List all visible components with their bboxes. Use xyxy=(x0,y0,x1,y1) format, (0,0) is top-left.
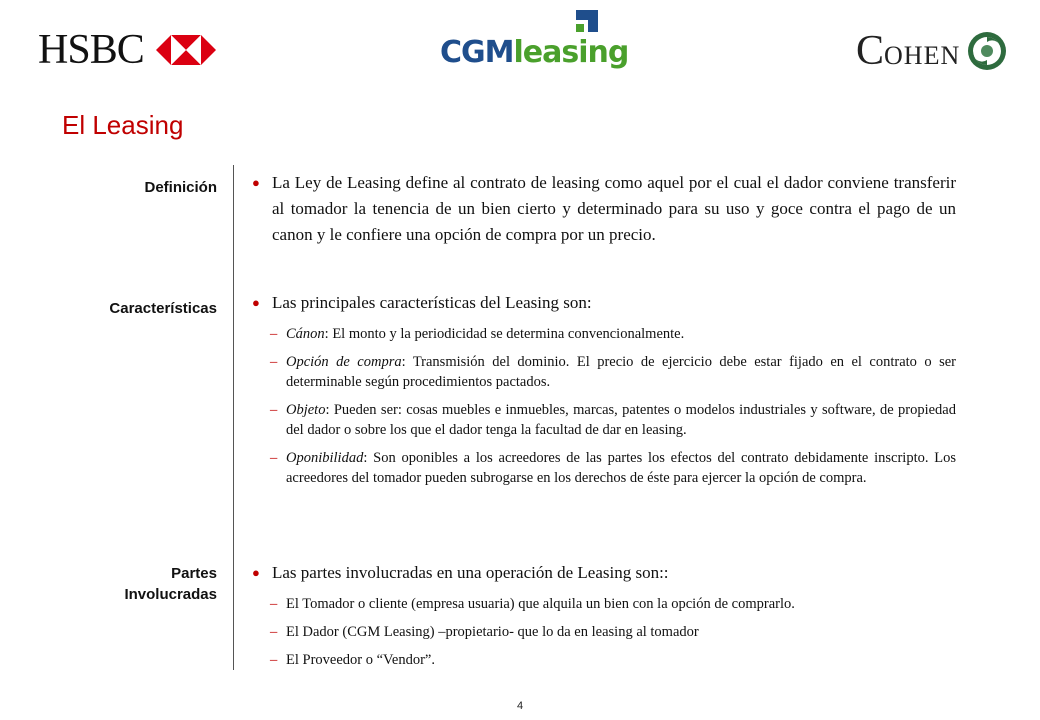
partes-bullet xyxy=(250,560,956,586)
hsbc-logo xyxy=(38,27,216,73)
cgm-logo-leasing-text: leasing xyxy=(513,35,629,70)
caracteristicas-label: Características xyxy=(109,300,217,317)
partes-section xyxy=(250,560,956,670)
item-text: El Dador (CGM Leasing) –propietario- que lo da en leasing al tomador xyxy=(286,624,699,640)
list-item xyxy=(250,622,956,642)
list-item xyxy=(250,650,956,670)
cohen-logo xyxy=(856,26,1008,76)
section-divider-line xyxy=(233,165,234,670)
dash-icon: – xyxy=(270,596,278,612)
dash-icon: – xyxy=(270,402,278,418)
hsbc-hexagon-icon xyxy=(156,35,216,65)
list-item xyxy=(250,352,956,392)
cohen-logo-text: OHEN xyxy=(884,41,961,70)
definicion-label: Definición xyxy=(144,179,217,196)
dash-icon: – xyxy=(270,652,278,668)
definicion-section xyxy=(250,170,956,248)
partes-label-line1: Partes xyxy=(171,565,217,582)
cgm-leasing-logo xyxy=(440,6,629,74)
item-text: : El monto y la periodicidad se determina convencionalmente. xyxy=(324,326,685,342)
cohen-swirl-icon xyxy=(966,30,1008,72)
list-item xyxy=(250,594,956,614)
item-text: : Transmisión del dominio. El precio de ejercicio debe estar fijado en el contrato o ser determinable según procedimientos pactados. xyxy=(286,354,956,390)
bullet-icon: ● xyxy=(252,565,260,580)
cgm-square-icon xyxy=(572,6,602,36)
item-text: El Proveedor o “Vendor”. xyxy=(286,652,435,668)
page-number: 4 xyxy=(516,700,524,712)
caracteristicas-intro: Las principales características del Leasing son: xyxy=(272,293,592,312)
partes-intro: Las partes involucradas en una operación de Leasing son:: xyxy=(272,563,669,582)
dash-icon: – xyxy=(270,450,278,466)
list-item xyxy=(250,400,956,440)
item-text: : Son oponibles a los acreedores de las partes los efectos del contrato debidamente inscripto. Los acreedores del tomador pueden subrogarse en los derechos de éste para ejercer la opción de compra. xyxy=(286,450,956,486)
list-item xyxy=(250,448,956,488)
caracteristicas-section xyxy=(250,290,956,488)
dash-icon: – xyxy=(270,354,278,370)
bullet-icon: ● xyxy=(252,175,260,190)
definicion-bullet xyxy=(250,170,956,248)
hsbc-logo-text: HSBC xyxy=(38,27,144,73)
dash-icon: – xyxy=(270,326,278,342)
item-term: Oponibilidad xyxy=(286,450,364,466)
bullet-icon: ● xyxy=(252,295,260,310)
partes-label-line2: Involucradas xyxy=(124,586,217,603)
item-term: Objeto xyxy=(286,402,326,418)
list-item xyxy=(250,324,956,344)
partes-label xyxy=(124,563,217,605)
dash-icon: – xyxy=(270,624,278,640)
item-text: : Pueden ser: cosas muebles e inmuebles, marcas, patentes o modelos industriales y software, de propiedad del dador o sobre los que el dador tenga la facultad de dar en leasing. xyxy=(286,402,956,438)
item-term: Cánon xyxy=(286,326,325,342)
caracteristicas-bullet xyxy=(250,290,956,316)
definicion-text: La Ley de Leasing define al contrato de leasing como aquel por el cual el dador conviene transferir al tomador la tenencia de un bien cierto y determinado para su uso y goce contra el pago de un canon y le confiere una opción de compra por un precio. xyxy=(272,173,956,244)
item-text: El Tomador o cliente (empresa usuaria) que alquila un bien con la opción de comprarlo. xyxy=(286,596,795,612)
cgm-logo-text: CGM xyxy=(440,35,514,70)
item-term: Opción de compra xyxy=(286,354,402,370)
page-title: El Leasing xyxy=(62,110,184,140)
cohen-logo-initial: C xyxy=(856,28,885,74)
